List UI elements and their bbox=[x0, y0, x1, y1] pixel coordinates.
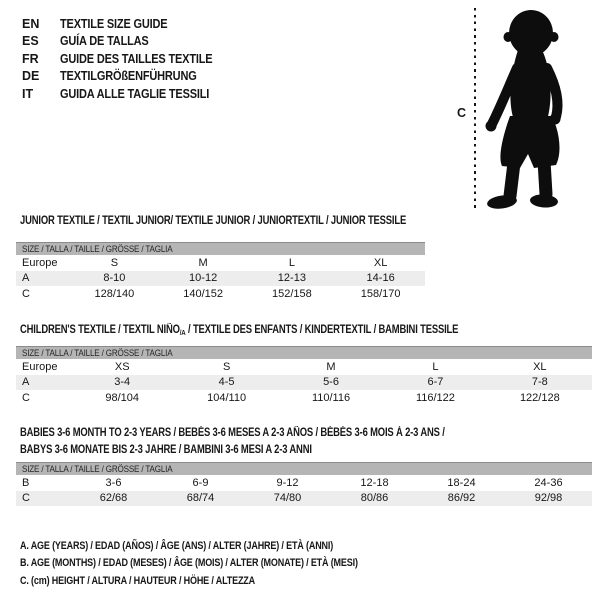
note-text: B. AGE (MONTHS) / EDAD (MESES) / ÂGE (MOIS) / ALTER (MONATE) / ETÀ (MESI) bbox=[20, 557, 358, 570]
table-cell: 80/86 bbox=[360, 492, 389, 505]
row-label: A bbox=[22, 272, 30, 285]
table-cell: S bbox=[222, 360, 231, 373]
table-row-months bbox=[16, 475, 592, 491]
table-cell: 68/74 bbox=[186, 492, 215, 505]
size-header-bar bbox=[16, 346, 592, 359]
language-row-de bbox=[22, 68, 233, 86]
size-header-bar bbox=[16, 462, 592, 475]
babies-size-table bbox=[16, 462, 592, 506]
height-dotted-line bbox=[474, 8, 476, 212]
legend-notes bbox=[20, 537, 432, 590]
note-age-years bbox=[20, 537, 432, 555]
babies-title-line2: BABYS 3-6 MONATE BIS 2-3 JAHRE / BAMBINI 3-6 MESI A 2-3 ANNI bbox=[20, 443, 312, 456]
note-age-months bbox=[20, 555, 432, 573]
table-cell: 98/104 bbox=[105, 391, 140, 404]
size-header-bar bbox=[16, 242, 425, 255]
junior-section-title bbox=[20, 214, 491, 228]
language-label: TEXTILGRÖßENFÜHRUNG bbox=[60, 69, 197, 84]
language-code: EN bbox=[22, 16, 40, 31]
table-cell: 7-8 bbox=[531, 376, 548, 389]
language-label: GUIDE DES TAILLES TEXTILE bbox=[60, 51, 213, 66]
table-cell: 110/116 bbox=[311, 391, 351, 404]
row-label: B bbox=[22, 476, 30, 489]
table-row-europe bbox=[16, 255, 425, 271]
table-cell: 128/140 bbox=[94, 287, 135, 300]
note-text: A. AGE (YEARS) / EDAD (AÑOS) / ÂGE (ANS) / ALTER (JAHRE) / ETÀ (ANNI) bbox=[20, 539, 334, 552]
height-measure-label: C bbox=[457, 106, 467, 120]
table-cell: M bbox=[326, 360, 336, 373]
table-cell: 18-24 bbox=[447, 476, 476, 489]
table-cell: M bbox=[198, 256, 208, 269]
children-size-table bbox=[16, 346, 592, 406]
size-header-text: SIZE / TALLA / TAILLE / GRÖSSE / TAGLIA bbox=[22, 463, 173, 475]
table-cell: XS bbox=[114, 360, 130, 373]
table-cell: 12-13 bbox=[277, 272, 306, 285]
table-cell: 3-4 bbox=[114, 376, 131, 389]
row-label: Europe bbox=[22, 256, 58, 269]
table-cell: 8-10 bbox=[103, 272, 126, 285]
language-row-fr bbox=[22, 50, 233, 68]
size-header-text: SIZE / TALLA / TAILLE / GRÖSSE / TAGLIA bbox=[22, 347, 173, 359]
children-section-title bbox=[20, 323, 554, 338]
table-cell: 92/98 bbox=[534, 492, 563, 505]
table-cell: 12-18 bbox=[360, 476, 389, 489]
language-label: GUÍA DE TALLAS bbox=[60, 34, 149, 49]
language-code: ES bbox=[22, 34, 39, 49]
table-cell: 10-12 bbox=[189, 272, 218, 285]
table-cell: 86/92 bbox=[447, 492, 476, 505]
nino-a-subscript: /A bbox=[179, 328, 186, 337]
row-label: Europe bbox=[22, 360, 58, 373]
table-cell: 5-6 bbox=[323, 376, 339, 389]
language-row-it bbox=[22, 85, 233, 103]
note-text: C. (cm) HEIGHT / ALTURA / HAUTEUR / HÖHE / ALTEZZA bbox=[20, 574, 256, 587]
table-cell: 9-12 bbox=[276, 476, 299, 489]
table-cell: 158/170 bbox=[360, 287, 401, 300]
table-cell: XL bbox=[533, 360, 547, 373]
language-label: TEXTILE SIZE GUIDE bbox=[60, 16, 168, 31]
table-cell: 6-7 bbox=[427, 376, 444, 389]
table-cell: 122/128 bbox=[519, 391, 560, 404]
baby-silhouette-icon bbox=[484, 8, 579, 212]
table-cell: L bbox=[432, 360, 439, 373]
note-height-cm bbox=[20, 572, 432, 590]
language-code: DE bbox=[22, 69, 40, 84]
table-cell: S bbox=[110, 256, 119, 269]
table-row-europe bbox=[16, 359, 592, 375]
junior-section-title-text: JUNIOR TEXTILE / TEXTIL JUNIOR/ TEXTILE JUNIOR / JUNIORTEXTIL / JUNIOR TESSILE bbox=[20, 215, 407, 227]
row-label: C bbox=[22, 492, 30, 505]
babies-title-line1: BABIES 3-6 MONTH TO 2-3 YEARS / BEBÉS 3-6 MESES A 2-3 AÑOS / BÉBÉS 3-6 MOIS À 2-3 ANS / bbox=[20, 427, 445, 439]
table-cell: 24-36 bbox=[534, 476, 563, 489]
table-cell: 3-6 bbox=[105, 476, 122, 489]
table-cell: 6-9 bbox=[192, 476, 209, 489]
table-cell: 152/158 bbox=[271, 287, 312, 300]
row-label: C bbox=[22, 391, 30, 404]
language-row-es bbox=[22, 33, 233, 51]
table-row-age bbox=[16, 271, 425, 287]
row-label: A bbox=[22, 376, 30, 389]
language-row-en bbox=[22, 15, 233, 33]
babies-section-title bbox=[20, 425, 538, 458]
language-code: IT bbox=[22, 86, 34, 101]
size-header-text: SIZE / TALLA / TAILLE / GRÖSSE / TAGLIA bbox=[22, 243, 173, 255]
table-cell: 74/80 bbox=[273, 492, 302, 505]
table-cell: 4-5 bbox=[218, 376, 235, 389]
children-section-title-text: CHILDREN'S TEXTILE / TEXTIL NIÑO/A / TEXTILE DES ENFANTS / KINDERTEXTIL / BAMBINI TESSILE bbox=[20, 324, 459, 337]
table-cell: 14-16 bbox=[366, 272, 395, 285]
table-row-age bbox=[16, 375, 592, 391]
table-cell: 104/110 bbox=[207, 391, 247, 404]
table-row-height bbox=[16, 286, 425, 302]
table-cell: 140/152 bbox=[183, 287, 223, 300]
language-list bbox=[22, 15, 233, 103]
language-label: GUIDA ALLE TAGLIE TESSILI bbox=[60, 86, 210, 101]
table-cell: 62/68 bbox=[99, 492, 128, 505]
table-row-height bbox=[16, 390, 592, 406]
table-cell: L bbox=[288, 256, 295, 269]
row-label: C bbox=[22, 287, 30, 300]
table-cell: XL bbox=[373, 256, 388, 269]
table-cell: 116/122 bbox=[415, 391, 455, 404]
table-row-height bbox=[16, 491, 592, 507]
junior-size-table bbox=[16, 242, 425, 302]
language-code: FR bbox=[22, 51, 39, 66]
